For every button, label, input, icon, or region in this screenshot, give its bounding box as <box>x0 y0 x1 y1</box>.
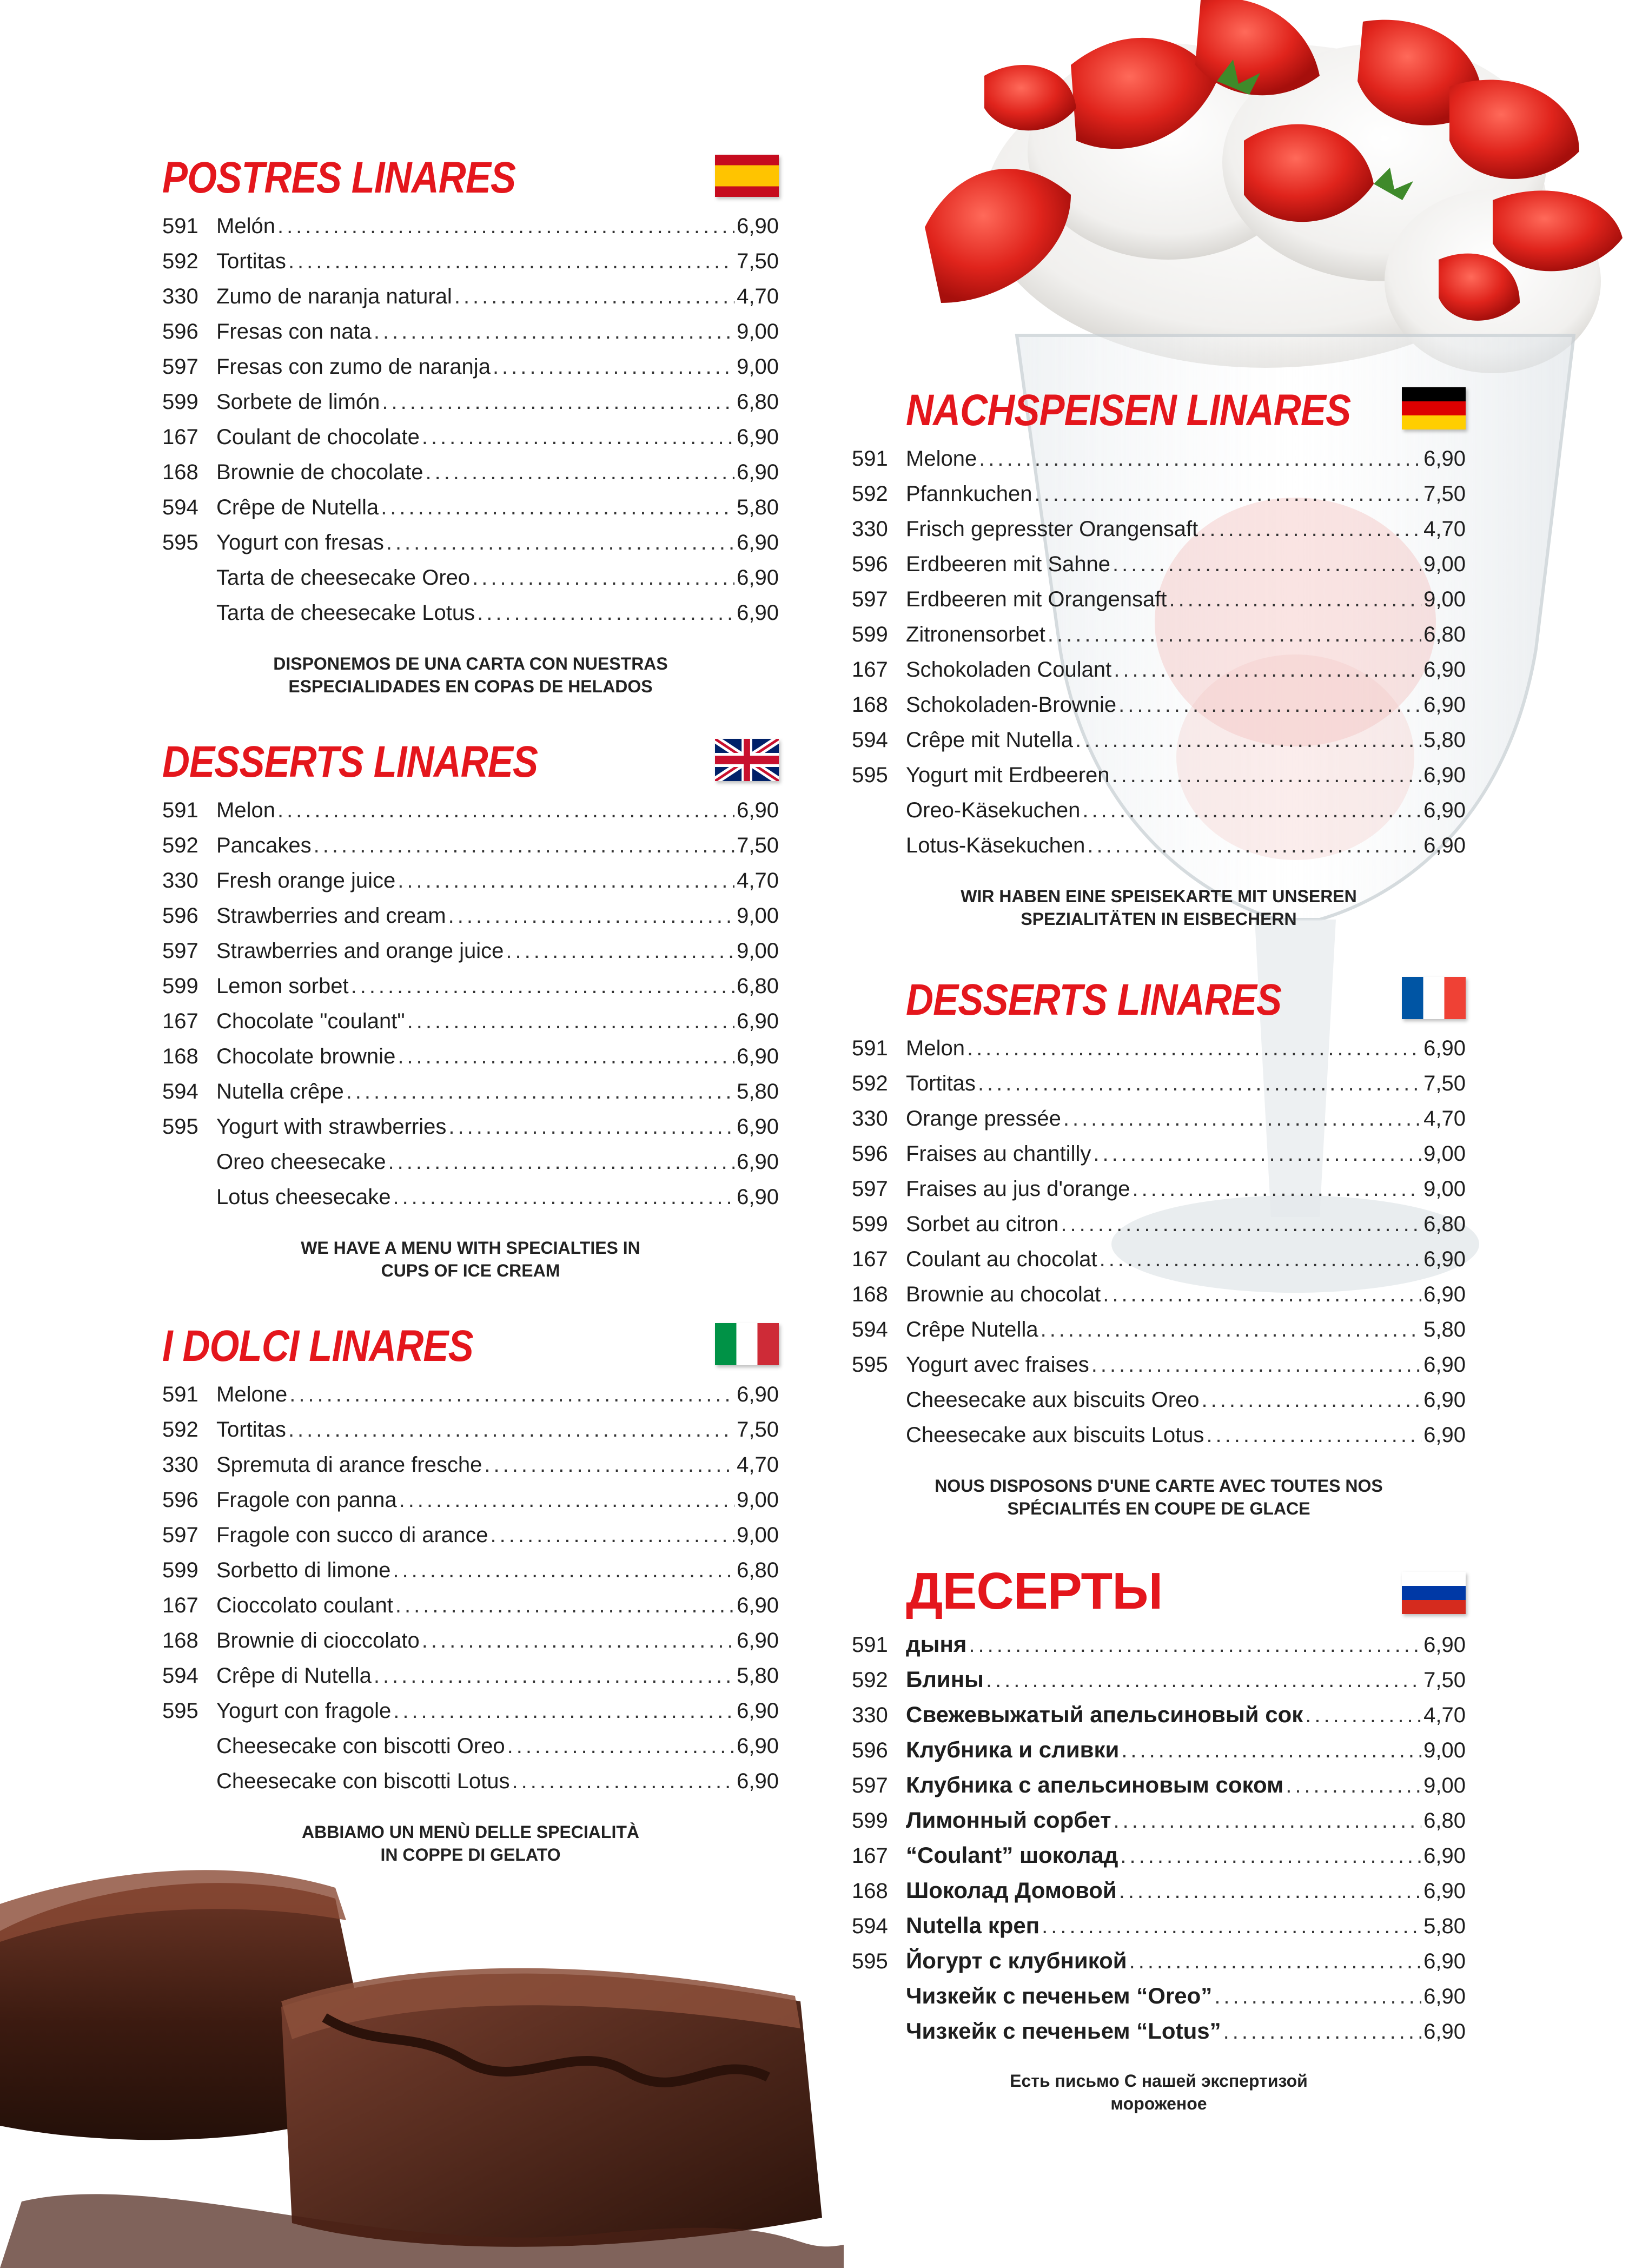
menu-item: 597 Клубника с апельсиновым соком ..... 9,00 <box>852 1772 1466 1807</box>
russia-flag-icon <box>1402 1572 1466 1614</box>
menu-item: 167 Schokoladen Coulant ..... 6,90 <box>852 658 1466 693</box>
note-line: WIR HABEN EINE SPEISEKARTE MIT UNSEREN <box>961 887 1357 906</box>
menu-item: 596 Клубника и сливки ..... 9,00 <box>852 1737 1466 1772</box>
menu-item: 592 Pfannkuchen ..... 7,50 <box>852 482 1466 517</box>
section-note <box>852 2069 1466 2115</box>
note-line: WE HAVE A MENU WITH SPECIALTIES IN <box>301 1238 640 1258</box>
note-line: Есть письмо С нашей экспертизой <box>1010 2071 1308 2091</box>
menu-item: Lotus-Käsekuchen ..... 6,90 <box>852 834 1466 869</box>
menu-item: 599 Lemon sorbet ..... 6,80 <box>162 974 779 1009</box>
menu-section-italian <box>162 1309 779 1866</box>
menu-item: Cheesecake con biscotti Lotus ..... 6,90 <box>162 1769 779 1804</box>
section-title: ДЕСЕРТЫ <box>906 1562 1163 1620</box>
note-line: DISPONEMOS DE UNA CARTA CON NUESTRAS <box>273 654 668 673</box>
menu-item: 599 Sorbetto di limone ..... 6,80 <box>162 1558 779 1593</box>
menu-item: 599 Sorbete de limón ..... 6,80 <box>162 390 779 425</box>
menu-item: 596 Strawberries and cream ..... 9,00 <box>162 904 779 939</box>
menu-item: 597 Strawberries and orange juice ..... 9,00 <box>162 939 779 974</box>
menu-item: Tarta de cheesecake Lotus ..... 6,90 <box>162 601 779 636</box>
section-note <box>162 652 779 698</box>
section-note <box>162 1821 779 1866</box>
menu-item: 599 Sorbet au citron ..... 6,80 <box>852 1212 1466 1247</box>
menu-item: 591 Melon ..... 6,90 <box>852 1036 1466 1072</box>
menu-item: 167 Coulant de chocolate ..... 6,90 <box>162 425 779 460</box>
section-title: NACHSPEISEN LINARES <box>906 386 1351 435</box>
menu-item: 595 Yogurt with strawberries ..... 6,90 <box>162 1115 779 1150</box>
note-line: ABBIAMO UN MENÙ DELLE SPECIALITÀ <box>302 1822 639 1842</box>
menu-item: 597 Fresas con zumo de naranja ..... 9,00 <box>162 355 779 390</box>
note-line: SPEZIALITÄTEN IN EISBECHERN <box>1021 909 1297 929</box>
menu-item: 330 Свежевыжатый апельсиновый сок ..... 4,70 <box>852 1702 1466 1737</box>
section-title: I DOLCI LINARES <box>162 1321 473 1371</box>
section-title: DESSERTS LINARES <box>162 737 538 786</box>
menu-item: 596 Erdbeeren mit Sahne ..... 9,00 <box>852 552 1466 587</box>
menu-item: 597 Fragole con succo di arance ..... 9,00 <box>162 1523 779 1558</box>
menu-item: 330 Fresh orange juice ..... 4,70 <box>162 869 779 904</box>
menu-item: 594 Crêpe mit Nutella ..... 5,80 <box>852 728 1466 763</box>
spain-flag-icon <box>715 155 779 197</box>
menu-item: 596 Fresas con nata ..... 9,00 <box>162 320 779 355</box>
menu-item: 599 Лимонный сорбет ..... 6,80 <box>852 1807 1466 1842</box>
menu-item: Oreo cheesecake ..... 6,90 <box>162 1150 779 1185</box>
menu-item: 594 Crêpe de Nutella ..... 5,80 <box>162 495 779 531</box>
menu-item: 595 Yogurt avec fraises ..... 6,90 <box>852 1353 1466 1388</box>
menu-item: 591 Melon ..... 6,90 <box>162 798 779 834</box>
menu-item: 595 Yogurt con fragole ..... 6,90 <box>162 1699 779 1734</box>
menu-item: 167 “Coulant” шоколад ..... 6,90 <box>852 1842 1466 1877</box>
section-note <box>852 1474 1466 1520</box>
section-title: DESSERTS LINARES <box>906 975 1282 1024</box>
section-title: POSTRES LINARES <box>162 153 516 202</box>
menu-item: 591 Melone ..... 6,90 <box>852 447 1466 482</box>
menu-section-spanish <box>162 141 779 698</box>
menu-item: 330 Frisch gepresster Orangensaft ..... 4,70 <box>852 517 1466 552</box>
menu-item: 330 Orange pressée ..... 4,70 <box>852 1107 1466 1142</box>
menu-item: 592 Tortitas ..... 7,50 <box>852 1072 1466 1107</box>
menu-item: 597 Fraises au jus d'orange ..... 9,00 <box>852 1177 1466 1212</box>
menu-item: 594 Crêpe Nutella ..... 5,80 <box>852 1318 1466 1353</box>
menu-section-english <box>162 725 779 1282</box>
menu-item: 168 Chocolate brownie ..... 6,90 <box>162 1044 779 1080</box>
menu-item: 167 Coulant au chocolat ..... 6,90 <box>852 1247 1466 1282</box>
chocolate-brownie-photo <box>0 1823 844 2268</box>
menu-item: 592 Pancakes ..... 7,50 <box>162 834 779 869</box>
menu-item: Cheesecake aux biscuits Oreo ..... 6,90 <box>852 1388 1466 1423</box>
menu-item: Cheesecake con biscotti Oreo ..... 6,90 <box>162 1734 779 1769</box>
menu-item: 591 дыня ..... 6,90 <box>852 1631 1466 1667</box>
menu-item: Чизкейк с печеньем “Oreo” ..... 6,90 <box>852 1983 1466 2018</box>
note-line: мороженое <box>1110 2094 1207 2113</box>
menu-item: 330 Spremuta di arance fresche ..... 4,70 <box>162 1453 779 1488</box>
note-line: IN COPPE DI GELATO <box>380 1845 561 1864</box>
menu-section-russian <box>852 1558 1466 2115</box>
menu-item: 597 Erdbeeren mit Orangensaft ..... 9,00 <box>852 587 1466 623</box>
menu-item: 594 Nutella креп ..... 5,80 <box>852 1913 1466 1948</box>
note-line: ESPECIALIDADES EN COPAS DE HELADOS <box>288 677 653 696</box>
menu-item: 594 Crêpe di Nutella ..... 5,80 <box>162 1664 779 1699</box>
menu-item: 167 Cioccolato coulant ..... 6,90 <box>162 1593 779 1629</box>
menu-item: 592 Tortitas ..... 7,50 <box>162 1418 779 1453</box>
menu-item: Oreo-Käsekuchen ..... 6,90 <box>852 798 1466 834</box>
italy-flag-icon <box>715 1323 779 1365</box>
menu-item: 168 Шоколад Домовой ..... 6,90 <box>852 1877 1466 1913</box>
section-note <box>162 1237 779 1282</box>
uk-flag-icon <box>715 739 779 781</box>
menu-item: 168 Brownie de chocolate ..... 6,90 <box>162 460 779 495</box>
menu-item: 599 Zitronensorbet ..... 6,80 <box>852 623 1466 658</box>
menu-item: 591 Melone ..... 6,90 <box>162 1383 779 1418</box>
menu-item: 595 Йогурт с клубникой ..... 6,90 <box>852 1948 1466 1983</box>
menu-item: Чизкейк с печеньем “Lotus” ..... 6,90 <box>852 2018 1466 2053</box>
menu-item: 168 Brownie di cioccolato ..... 6,90 <box>162 1629 779 1664</box>
menu-item: 592 Tortitas ..... 7,50 <box>162 249 779 285</box>
note-line: CUPS OF ICE CREAM <box>381 1261 560 1280</box>
menu-item: Cheesecake aux biscuits Lotus ..... 6,90 <box>852 1423 1466 1458</box>
menu-section-french <box>852 963 1466 1520</box>
menu-item: 596 Fraises au chantilly ..... 9,00 <box>852 1142 1466 1177</box>
menu-section-german <box>852 373 1466 930</box>
menu-item: 595 Yogurt con fresas ..... 6,90 <box>162 531 779 566</box>
menu-item: Lotus cheesecake ..... 6,90 <box>162 1185 779 1220</box>
menu-item: 596 Fragole con panna ..... 9,00 <box>162 1488 779 1523</box>
menu-item: 595 Yogurt mit Erdbeeren ..... 6,90 <box>852 763 1466 798</box>
menu-item: 594 Nutella crêpe ..... 5,80 <box>162 1080 779 1115</box>
note-line: NOUS DISPOSONS D'UNE CARTE AVEC TOUTES NOS <box>935 1476 1383 1496</box>
menu-item: 168 Schokoladen-Brownie ..... 6,90 <box>852 693 1466 728</box>
menu-item: 168 Brownie au chocolat ..... 6,90 <box>852 1282 1466 1318</box>
menu-item: 592 Блины ..... 7,50 <box>852 1667 1466 1702</box>
germany-flag-icon <box>1402 387 1466 429</box>
note-line: SPÉCIALITÉS EN COUPE DE GLACE <box>1007 1499 1310 1518</box>
menu-item: Tarta de cheesecake Oreo ..... 6,90 <box>162 566 779 601</box>
menu-item: 330 Zumo de naranja natural ..... 4,70 <box>162 285 779 320</box>
section-note <box>852 885 1466 930</box>
menu-item: 591 Melón ..... 6,90 <box>162 214 779 249</box>
menu-item: 167 Chocolate "coulant" ..... 6,90 <box>162 1009 779 1044</box>
france-flag-icon <box>1402 977 1466 1019</box>
